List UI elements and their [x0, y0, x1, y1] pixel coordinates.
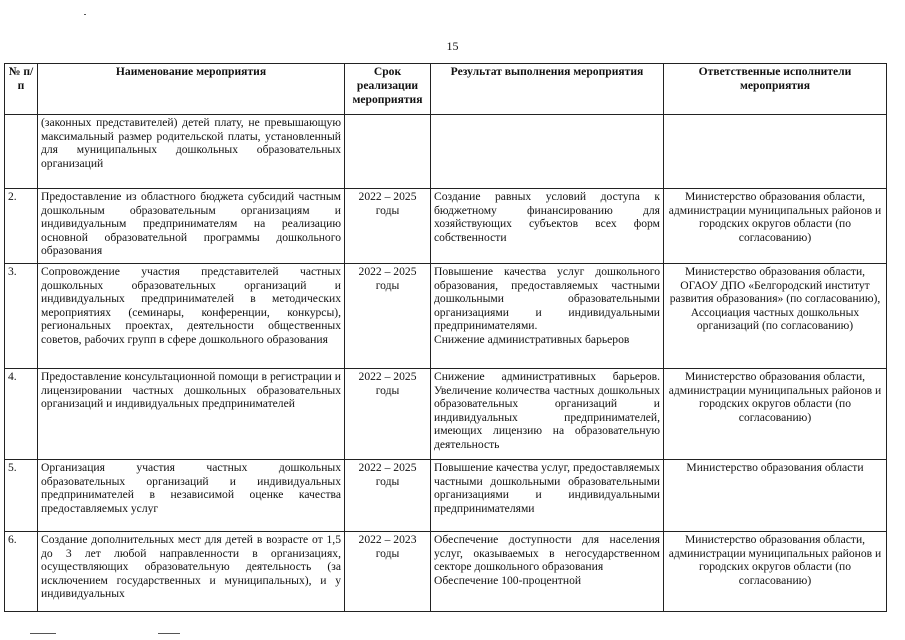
- row-name: Организация участия частных дошкольных образовательных организаций и индивидуальных предпринимателей в независимой оценке качества предоставляемых услуг: [38, 460, 345, 532]
- row-num: 2.: [5, 189, 38, 264]
- row-result-cell: [431, 532, 664, 612]
- row-term: [345, 115, 431, 189]
- row-responsible: Министерство образования области, администрации муниципальных районов и городских округов области (по согласованию): [664, 189, 887, 264]
- row-num: 3.: [5, 264, 38, 369]
- table-row: [5, 189, 887, 264]
- header-term: Срок реализации мероприятия: [345, 64, 431, 115]
- table-row: [5, 369, 887, 460]
- row-num: 5.: [5, 460, 38, 532]
- header-name: Наименование мероприятия: [38, 64, 345, 115]
- table-header-row: [5, 64, 887, 115]
- row-term: 2022 – 2025 годы: [345, 264, 431, 369]
- row-responsible: [664, 115, 887, 189]
- action-plan-table: [4, 63, 887, 612]
- row-result: Повышение качества услуг, предоставляемых частными дошкольными образовательными организациями и индивидуальными предпринимателями: [431, 460, 664, 532]
- table-row: [5, 532, 887, 612]
- row-name: Создание дополнительных мест для детей в возрасте от 1,5 до 3 лет любой направленности в организациях, осуществляющих образовательную деятельность (за исключением государственных и муниципальных), и у индивидуальных: [38, 532, 345, 612]
- table-row: [5, 264, 887, 369]
- row-result: Создание равных условий доступа к бюджетному финансированию для хозяйствующих субъектов всех форм собственности: [431, 189, 664, 264]
- row-name: (законных представителей) детей плату, не превышающую максимальный размер родительской платы, установленный для муниципальных дошкольных образовательных организаций: [38, 115, 345, 189]
- scan-artifact: [158, 633, 180, 634]
- row-term: 2022 – 2025 годы: [345, 460, 431, 532]
- row-responsible: Министерство образования области: [664, 460, 887, 532]
- header-responsible: Ответственные исполнители мероприятия: [664, 64, 887, 115]
- row-name: Предоставление консультационной помощи в регистрации и лицензировании частных дошкольных образовательных организаций и индивидуальных предпринимателей: [38, 369, 345, 460]
- row-responsible: Министерство образования области, ОГАОУ ДПО «Белгородский институт развития образования» (по согласованию), Ассоциация частных дошкольных организаций (по согласованию): [664, 264, 887, 369]
- table-row: [5, 460, 887, 532]
- row-num: 4.: [5, 369, 38, 460]
- row-result: [431, 115, 664, 189]
- row-result-extra: Снижение административных барьеров: [434, 332, 630, 346]
- row-term: 2022 – 2025 годы: [345, 369, 431, 460]
- header-result: Результат выполнения мероприятия: [431, 64, 664, 115]
- table-row: [5, 115, 887, 189]
- row-responsible: Министерство образования области, администрации муниципальных районов и городских округов области (по согласованию): [664, 532, 887, 612]
- row-term: 2022 – 2025 годы: [345, 189, 431, 264]
- row-responsible: Министерство образования области, администрации муниципальных районов и городских округов области (по согласованию): [664, 369, 887, 460]
- row-num: [5, 115, 38, 189]
- row-result: Снижение административных барьеров. Увеличение количества частных дошкольных образовательных организаций и индивидуальных предпринимателей, имеющих лицензию на образовательную деятельность: [431, 369, 664, 460]
- row-result-cell: [431, 264, 664, 369]
- row-num: 6.: [5, 532, 38, 612]
- row-name: Предоставление из областного бюджета субсидий частным дошкольным образовательным организациям и индивидуальным предпринимателям на реализацию основной образовательной программы дошкольного образования: [38, 189, 345, 264]
- row-result: Обеспечение доступности для населения услуг, оказываемых в негосударственном секторе дошкольного образования: [434, 533, 660, 573]
- row-result: Повышение качества услуг дошкольного образования, предоставляемых частными дошкольными образовательными организациями и индивидуальными предпринимателями.: [434, 265, 660, 332]
- scan-artifact: [30, 633, 56, 634]
- header-num: № п/п: [5, 64, 38, 115]
- row-term: 2022 – 2023 годы: [345, 532, 431, 612]
- row-name: Сопровождение участия представителей частных дошкольных образовательных организаций и индивидуальных предпринимателей в методических мероприятиях (семинары, конференции, конкурсы), региональных проектах, деятельности общественных советов, рабочих групп в сфере дошкольного образования: [38, 264, 345, 369]
- row-result-extra: Обеспечение 100-процентной: [434, 573, 582, 587]
- scan-artifact: [84, 14, 86, 15]
- page-number: 15: [446, 39, 459, 53]
